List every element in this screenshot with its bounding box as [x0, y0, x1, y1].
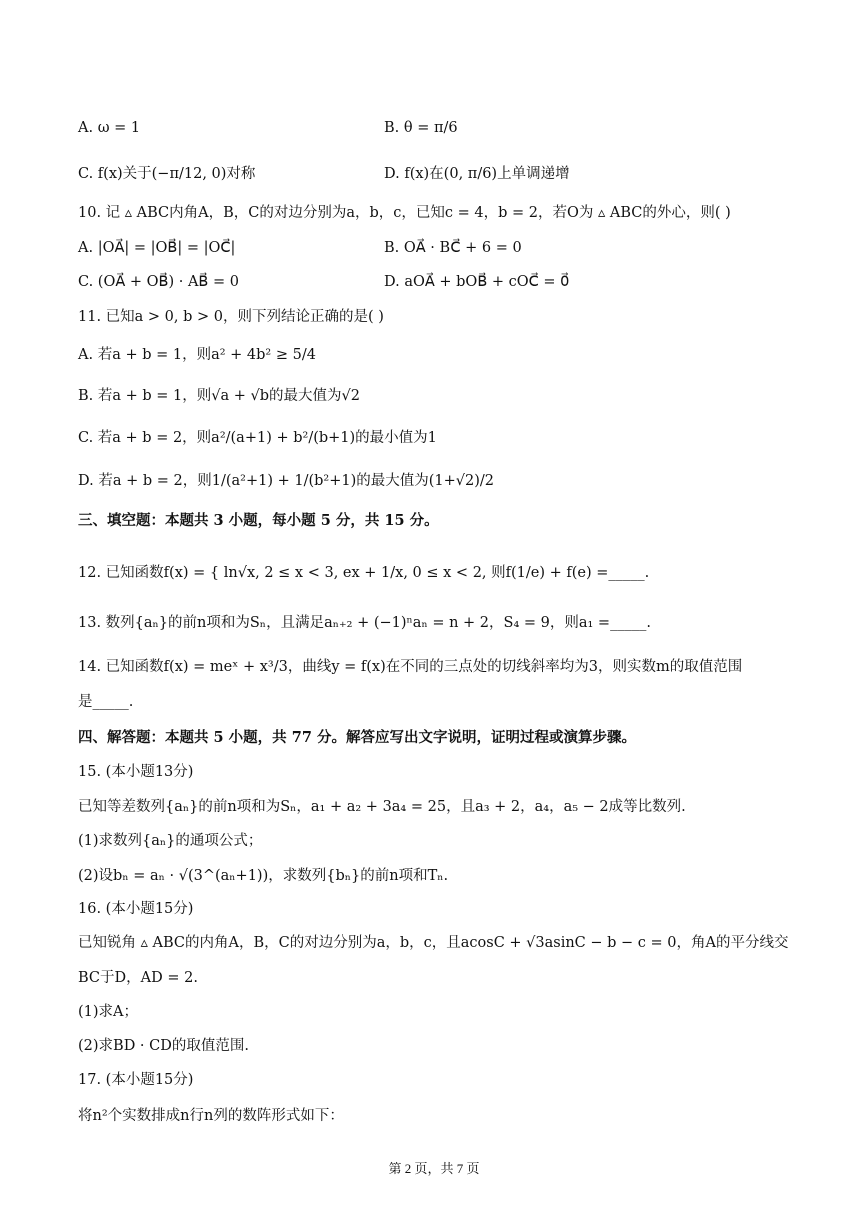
q9-option-d: D. f(x)在(0, π/6)上单调递增: [384, 166, 570, 182]
q11-option-b: B. 若a + b = 1，则√a + √b的最大值为√2: [78, 388, 360, 404]
page-footer: 第 2 页，共 7 页: [388, 1161, 480, 1176]
q10-option-b: B. OA⃗ · BC⃗ + 6 = 0: [384, 240, 522, 256]
q11-option-c: C. 若a + b = 2，则a²/(a+1) + b²/(b+1)的最小值为1: [78, 430, 437, 446]
q16-stem-line-1: 已知锐角 ▵ ABC的内角A，B，C的对边分别为a，b，c，且acosC + √3asinC − b − c = 0，角A的平分线交: [78, 935, 789, 951]
q10-option-d: D. aOA⃗ + bOB⃗ + cOC⃗ = 0⃗: [384, 274, 570, 290]
q17-stem: 将n²个实数排成n行n列的数阵形式如下：: [78, 1108, 344, 1124]
q11-stem: 11. 已知a > 0, b > 0，则下列结论正确的是( ): [78, 309, 384, 325]
q16-part-1: (1)求A；: [78, 1004, 139, 1020]
q11-option-a: A. 若a + b = 1，则a² + 4b² ≥ 5/4: [78, 347, 316, 363]
q15-stem: 已知等差数列{aₙ}的前n项和为Sₙ，a₁ + a₂ + 3a₄ = 25，且a₃ + 2，a₄，a₅ − 2成等比数列.: [78, 799, 686, 815]
q15-head: 15. (本小题13分): [78, 764, 194, 780]
q16-head: 16. (本小题15分): [78, 901, 194, 917]
q15-part-1: (1)求数列{aₙ}的通项公式；: [78, 833, 263, 849]
q16-stem-line-2: BC于D，AD = 2.: [78, 970, 198, 986]
section-4-heading: 四、解答题：本题共 5 小题，共 77 分。解答应写出文字说明，证明过程或演算步骤。: [78, 729, 636, 746]
section-3-heading: 三、填空题：本题共 3 小题，每小题 5 分，共 15 分。: [78, 512, 439, 529]
q10-option-c: C. (OA⃗ + OB⃗) · AB⃗ = 0: [78, 274, 239, 290]
q10-stem: 10. 记 ▵ ABC内角A，B，C的对边分别为a，b，c，已知c = 4，b = 2，若O为 ▵ ABC的外心，则( ): [78, 205, 731, 221]
q15-part-2: (2)设bₙ = aₙ · √(3^(aₙ+1))，求数列{bₙ}的前n项和Tₙ.: [78, 868, 449, 884]
q9-option-b: B. θ = π/6: [384, 120, 458, 136]
q16-part-2: (2)求BD · CD的取值范围.: [78, 1038, 249, 1054]
q14-line-2: 是_____.: [78, 694, 134, 710]
q17-head: 17. (本小题15分): [78, 1072, 194, 1088]
q9-option-c: C. f(x)关于(−π/12, 0)对称: [78, 166, 256, 182]
q13: 13. 数列{aₙ}的前n项和为Sₙ，且满足aₙ₊₂ + (−1)ⁿaₙ = n + 2，S₄ = 9，则a₁ =_____.: [78, 615, 651, 631]
q12: 12. 已知函数f(x) = { ln√x, 2 ≤ x < 3, ex + 1/x, 0 ≤ x < 2, 则f(1/e) + f(e) =_____.: [78, 565, 650, 581]
q10-option-a: A. |OA⃗| = |OB⃗| = |OC⃗|: [78, 240, 236, 256]
q14-line-1: 14. 已知函数f(x) = meˣ + x³/3，曲线y = f(x)在不同的三点处的切线斜率均为3，则实数m的取值范围: [78, 659, 743, 675]
q11-option-d: D. 若a + b = 2，则1/(a²+1) + 1/(b²+1)的最大值为(1+√2)/2: [78, 473, 494, 489]
q9-option-a: A. ω = 1: [78, 120, 141, 136]
